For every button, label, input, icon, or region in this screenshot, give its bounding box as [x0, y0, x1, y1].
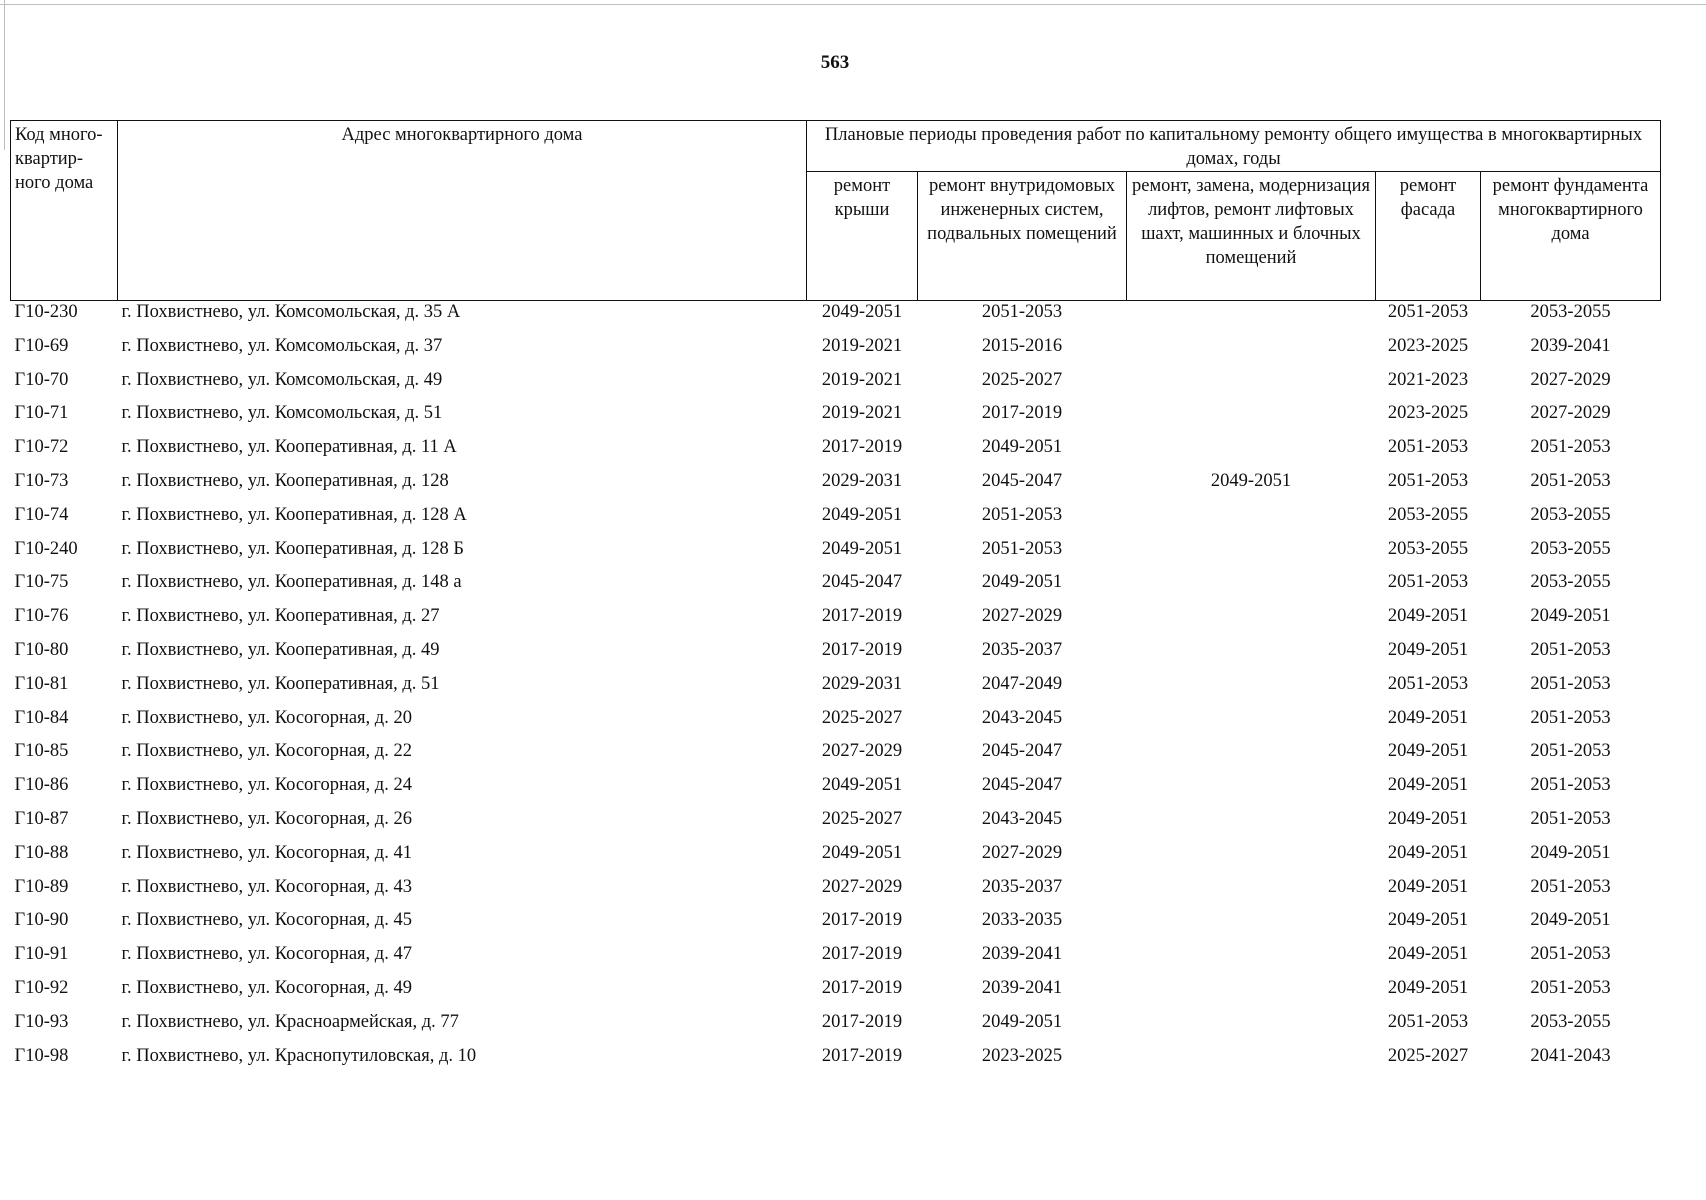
cell-elevators: [1127, 707, 1376, 741]
cell-elevators: [1127, 639, 1376, 673]
cell-systems: 2045-2047: [981, 470, 1063, 491]
cell-address: г. Похвистнево, ул. Кооперативная, д. 148 а: [121, 572, 462, 593]
cell-elevators: [1127, 842, 1376, 876]
cell-foundation: 2053-2055: [1530, 572, 1611, 593]
cell-roof: 2045-2047: [821, 572, 903, 593]
cell-roof: 2049-2051: [821, 775, 903, 796]
cell-code: Г10-72: [14, 437, 69, 458]
cell-facade: 2049-2051: [1387, 977, 1469, 998]
cell-foundation: 2051-2053: [1530, 707, 1611, 728]
cell-facade: 2051-2053: [1387, 470, 1469, 491]
cell-address: г. Похвистнево, ул. Кооперативная, д. 128: [121, 470, 449, 491]
cell-elevators: [1127, 436, 1376, 470]
cell-roof: 2017-2019: [821, 639, 903, 660]
cell-facade: 2051-2053: [1387, 302, 1469, 322]
cell-roof: 2017-2019: [821, 944, 903, 965]
cell-elevators: 2049-2051: [1210, 470, 1292, 491]
cell-systems: 2047-2049: [981, 673, 1063, 694]
table-row: [11, 335, 1661, 369]
cell-systems: 2027-2029: [981, 606, 1063, 627]
cell-address: г. Похвистнево, ул. Кооперативная, д. 27: [121, 606, 440, 627]
table-row: [11, 538, 1661, 572]
cell-address: г. Похвистнево, ул. Косогорная, д. 24: [121, 775, 412, 796]
cell-address: г. Похвистнево, ул. Краснопутиловская, д. 10: [121, 1045, 477, 1066]
cell-code: Г10-71: [14, 403, 69, 424]
cell-roof: 2049-2051: [821, 504, 903, 525]
cell-foundation: 2051-2053: [1530, 876, 1611, 897]
cell-systems: 2033-2035: [981, 910, 1063, 931]
cell-roof: 2049-2051: [821, 842, 903, 863]
cell-systems: 2051-2053: [981, 302, 1063, 322]
cell-elevators: [1127, 943, 1376, 977]
cell-code: Г10-230: [14, 302, 78, 322]
cell-roof: 2017-2019: [821, 910, 903, 931]
cell-facade: 2053-2055: [1387, 538, 1469, 559]
table-header: [11, 121, 1661, 301]
table-row: [11, 740, 1661, 774]
cell-address: г. Похвистнево, ул. Комсомольская, д. 51: [121, 403, 443, 424]
cell-address: г. Похвистнево, ул. Косогорная, д. 22: [121, 741, 412, 762]
cell-address: г. Похвистнево, ул. Красноармейская, д. 77: [121, 1011, 459, 1032]
cell-systems: 2025-2027: [981, 369, 1063, 390]
cell-address: г. Похвистнево, ул. Кооперативная, д. 49: [121, 639, 440, 660]
cell-roof: 2017-2019: [821, 1011, 903, 1032]
cell-code: Г10-92: [14, 977, 69, 998]
cell-elevators: [1127, 504, 1376, 538]
cell-foundation: 2051-2053: [1530, 808, 1611, 829]
cell-foundation: 2051-2053: [1530, 437, 1611, 458]
repair-schedule-table: [10, 120, 1661, 1078]
cell-roof: 2029-2031: [821, 673, 903, 694]
cell-systems: 2015-2016: [981, 335, 1063, 356]
cell-facade: 2023-2025: [1387, 335, 1469, 356]
cell-address: г. Похвистнево, ул. Косогорная, д. 26: [121, 808, 412, 829]
cell-facade: 2049-2051: [1387, 639, 1469, 660]
cell-code: Г10-81: [14, 673, 69, 694]
cell-facade: 2025-2027: [1387, 1045, 1469, 1066]
cell-systems: 2023-2025: [981, 1045, 1063, 1066]
cell-code: Г10-76: [14, 606, 69, 627]
cell-code: Г10-91: [14, 944, 69, 965]
cell-roof: 2019-2021: [821, 403, 903, 424]
cell-address: г. Похвистнево, ул. Кооперативная, д. 128 Б: [121, 538, 464, 559]
cell-systems: 2043-2045: [981, 707, 1063, 728]
cell-roof: 2049-2051: [821, 538, 903, 559]
header-roof: ремонт крыши: [807, 172, 918, 301]
cell-elevators: [1127, 1011, 1376, 1045]
table-row: [11, 707, 1661, 741]
cell-facade: 2049-2051: [1387, 876, 1469, 897]
cell-facade: 2049-2051: [1387, 944, 1469, 965]
cell-address: г. Похвистнево, ул. Комсомольская, д. 35 А: [121, 302, 461, 322]
header-facade: ремонт фасада: [1376, 172, 1481, 301]
table-row: [11, 369, 1661, 403]
cell-code: Г10-93: [14, 1011, 69, 1032]
cell-facade: 2049-2051: [1387, 741, 1469, 762]
page-number: 563: [820, 52, 850, 73]
cell-code: Г10-240: [14, 538, 78, 559]
cell-facade: 2049-2051: [1387, 842, 1469, 863]
cell-systems: 2017-2019: [981, 403, 1063, 424]
cell-roof: 2017-2019: [821, 1045, 903, 1066]
cell-facade: 2053-2055: [1387, 504, 1469, 525]
cell-foundation: 2053-2055: [1530, 302, 1611, 322]
cell-systems: 2035-2037: [981, 876, 1063, 897]
cell-facade: 2021-2023: [1387, 369, 1469, 390]
cell-systems: 2049-2051: [981, 572, 1063, 593]
cell-roof: 2019-2021: [821, 335, 903, 356]
cell-elevators: [1127, 808, 1376, 842]
cell-foundation: 2027-2029: [1530, 369, 1611, 390]
cell-facade: 2049-2051: [1387, 775, 1469, 796]
cell-facade: 2051-2053: [1387, 1011, 1469, 1032]
cell-foundation: 2027-2029: [1530, 403, 1611, 424]
cell-facade: 2049-2051: [1387, 808, 1469, 829]
cell-roof: 2027-2029: [821, 876, 903, 897]
header-systems: ремонт внутридомовых инженерных систем, подвальных помещений: [918, 172, 1127, 301]
cell-facade: 2051-2053: [1387, 437, 1469, 458]
cell-foundation: 2051-2053: [1530, 944, 1611, 965]
table-row: [11, 909, 1661, 943]
cell-code: Г10-73: [14, 470, 69, 491]
cell-address: г. Похвистнево, ул. Кооперативная, д. 51: [121, 673, 440, 694]
cell-roof: 2019-2021: [821, 369, 903, 390]
cell-foundation: 2051-2053: [1530, 639, 1611, 660]
cell-roof: 2025-2027: [821, 707, 903, 728]
header-elevators: ремонт, замена, модернизация лифтов, ремонт лифтовых шахт, машинных и блочных помещений: [1127, 172, 1376, 301]
cell-code: Г10-98: [14, 1045, 69, 1066]
cell-foundation: 2053-2055: [1530, 504, 1611, 525]
cell-code: Г10-70: [14, 369, 69, 390]
header-foundation: ремонт фундамента многоквартирного дома: [1481, 172, 1661, 301]
cell-foundation: 2051-2053: [1530, 673, 1611, 694]
cell-address: г. Похвистнево, ул. Косогорная, д. 47: [121, 944, 412, 965]
cell-code: Г10-90: [14, 910, 69, 931]
cell-elevators: [1127, 977, 1376, 1011]
cell-systems: 2049-2051: [981, 437, 1063, 458]
cell-elevators: [1127, 673, 1376, 707]
table-row: [11, 842, 1661, 876]
cell-elevators: [1127, 301, 1376, 335]
cell-code: Г10-69: [14, 335, 69, 356]
table-row: [11, 436, 1661, 470]
table-row: [11, 977, 1661, 1011]
cell-roof: 2027-2029: [821, 741, 903, 762]
top-scan-edge: [0, 4, 1706, 5]
cell-systems: 2051-2053: [981, 538, 1063, 559]
table-row: [11, 943, 1661, 977]
cell-systems: 2045-2047: [981, 741, 1063, 762]
left-scan-edge: [4, 0, 5, 150]
cell-roof: 2049-2051: [821, 302, 903, 322]
cell-address: г. Похвистнево, ул. Косогорная, д. 20: [121, 707, 412, 728]
cell-foundation: 2041-2043: [1530, 1045, 1611, 1066]
cell-systems: 2039-2041: [981, 977, 1063, 998]
cell-address: г. Похвистнево, ул. Косогорная, д. 45: [121, 910, 412, 931]
table-row: [11, 639, 1661, 673]
table-row: [11, 301, 1661, 335]
cell-elevators: [1127, 605, 1376, 639]
table-row: [11, 605, 1661, 639]
table-row: [11, 504, 1661, 538]
cell-address: г. Похвистнево, ул. Косогорная, д. 49: [121, 977, 412, 998]
cell-elevators: [1127, 335, 1376, 369]
cell-facade: 2051-2053: [1387, 572, 1469, 593]
table-row: [11, 774, 1661, 808]
cell-facade: 2049-2051: [1387, 910, 1469, 931]
cell-foundation: 2039-2041: [1530, 335, 1611, 356]
cell-systems: 2051-2053: [981, 504, 1063, 525]
cell-foundation: 2049-2051: [1530, 606, 1611, 627]
header-address: Адрес многоквартирного дома: [118, 121, 807, 301]
table-row: [11, 571, 1661, 605]
cell-foundation: 2049-2051: [1530, 842, 1611, 863]
cell-foundation: 2049-2051: [1530, 910, 1611, 931]
cell-systems: 2043-2045: [981, 808, 1063, 829]
cell-systems: 2035-2037: [981, 639, 1063, 660]
cell-code: Г10-84: [14, 707, 69, 728]
table-row: [11, 876, 1661, 910]
table-row: [11, 402, 1661, 436]
cell-elevators: [1127, 402, 1376, 436]
cell-elevators: [1127, 774, 1376, 808]
cell-code: Г10-75: [14, 572, 69, 593]
cell-elevators: [1127, 1045, 1376, 1079]
table-row: [11, 470, 1661, 504]
cell-foundation: 2051-2053: [1530, 470, 1611, 491]
cell-facade: 2049-2051: [1387, 707, 1469, 728]
cell-elevators: [1127, 740, 1376, 774]
cell-code: Г10-89: [14, 876, 69, 897]
cell-facade: 2049-2051: [1387, 606, 1469, 627]
cell-systems: 2045-2047: [981, 775, 1063, 796]
cell-roof: 2017-2019: [821, 977, 903, 998]
cell-foundation: 2051-2053: [1530, 741, 1611, 762]
cell-code: Г10-86: [14, 775, 69, 796]
cell-elevators: [1127, 876, 1376, 910]
cell-foundation: 2053-2055: [1530, 538, 1611, 559]
table-body: [11, 301, 1661, 1079]
cell-systems: 2049-2051: [981, 1011, 1063, 1032]
cell-roof: 2029-2031: [821, 470, 903, 491]
cell-foundation: 2053-2055: [1530, 1011, 1611, 1032]
table-row: [11, 1045, 1661, 1079]
cell-roof: 2025-2027: [821, 808, 903, 829]
cell-elevators: [1127, 538, 1376, 572]
cell-roof: 2017-2019: [821, 437, 903, 458]
cell-foundation: 2051-2053: [1530, 775, 1611, 796]
cell-code: Г10-85: [14, 741, 69, 762]
cell-roof: 2017-2019: [821, 606, 903, 627]
cell-address: г. Похвистнево, ул. Комсомольская, д. 49: [121, 369, 443, 390]
cell-address: г. Похвистнево, ул. Кооперативная, д. 128 А: [121, 504, 467, 525]
cell-address: г. Похвистнево, ул. Косогорная, д. 41: [121, 842, 412, 863]
header-periods: Плановые периоды проведения работ по капитальному ремонту общего имущества в многоквартирных домах, годы: [807, 121, 1661, 172]
cell-facade: 2051-2053: [1387, 673, 1469, 694]
table-row: [11, 673, 1661, 707]
table-row: [11, 1011, 1661, 1045]
cell-systems: 2039-2041: [981, 944, 1063, 965]
header-code: Код много-квартир-ного дома: [11, 121, 118, 301]
cell-code: Г10-88: [14, 842, 69, 863]
cell-elevators: [1127, 571, 1376, 605]
cell-code: Г10-87: [14, 808, 69, 829]
cell-address: г. Похвистнево, ул. Комсомольская, д. 37: [121, 335, 443, 356]
cell-foundation: 2051-2053: [1530, 977, 1611, 998]
cell-elevators: [1127, 369, 1376, 403]
cell-code: Г10-80: [14, 639, 69, 660]
cell-systems: 2027-2029: [981, 842, 1063, 863]
cell-elevators: [1127, 909, 1376, 943]
cell-address: г. Похвистнево, ул. Косогорная, д. 43: [121, 876, 412, 897]
cell-facade: 2023-2025: [1387, 403, 1469, 424]
cell-code: Г10-74: [14, 504, 69, 525]
table-row: [11, 808, 1661, 842]
cell-address: г. Похвистнево, ул. Кооперативная, д. 11 А: [121, 437, 457, 458]
